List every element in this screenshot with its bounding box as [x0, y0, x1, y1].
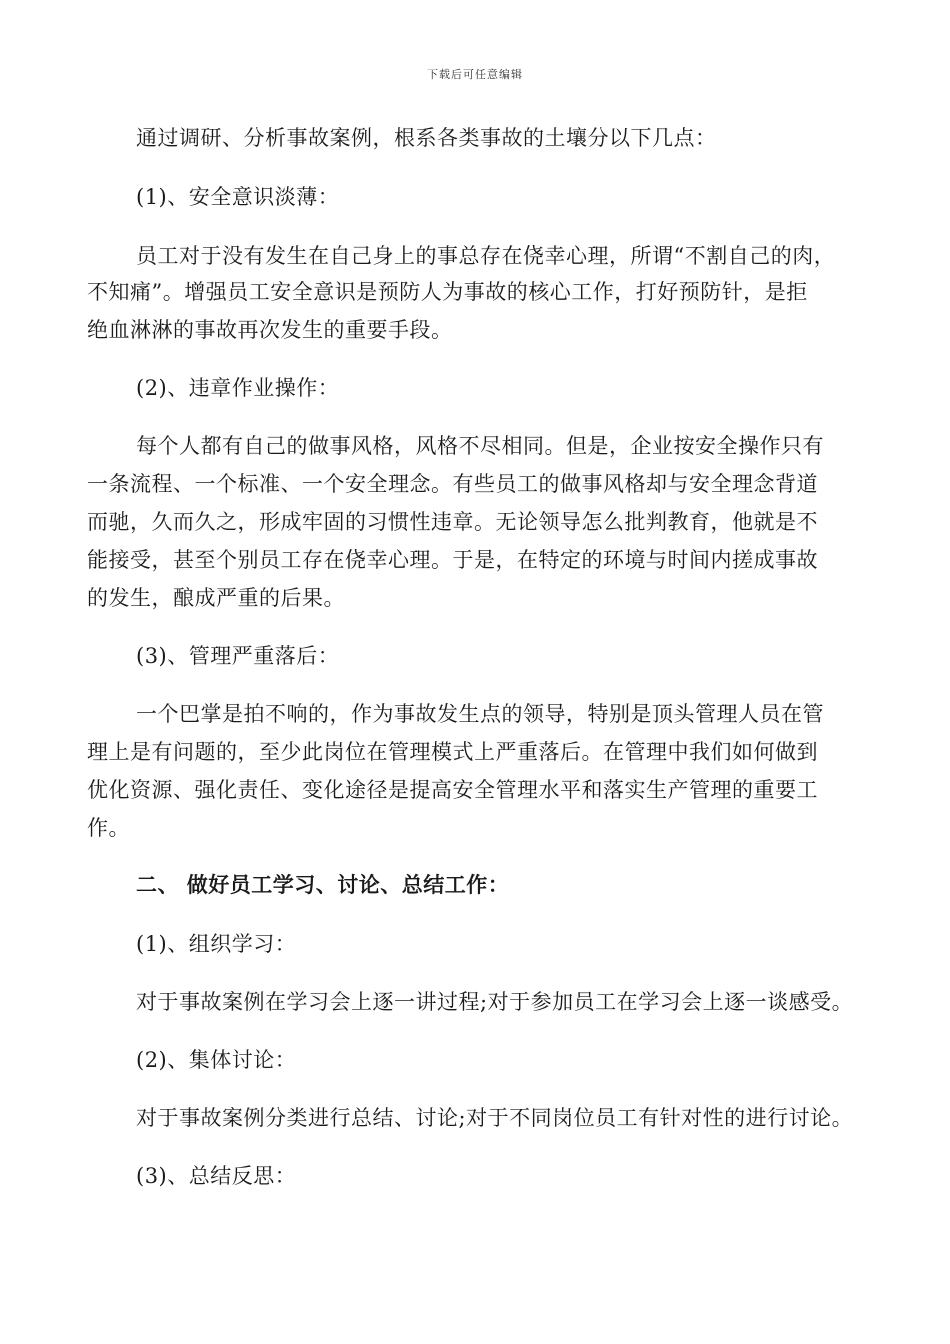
section-heading-2: 二、 做好员工学习、讨论、总结工作：	[136, 872, 510, 897]
paragraph-line: 员工对于没有发生在自己身上的事总存在侥幸心理，所谓“不割自己的肉，	[136, 244, 836, 268]
subheading-summary-reflection: (3)、总结反思：	[136, 1164, 297, 1188]
paragraph-line: 每个人都有自己的做事风格，风格不尽相同。但是，企业按安全操作只有	[136, 434, 824, 458]
paragraph-line: 的发生，酿成严重的后果。	[87, 586, 345, 610]
subheading-1: (1)、安全意识淡薄：	[136, 185, 340, 209]
paragraph-line: 理上是有问题的，至少此岗位在管理模式上严重落后。在管理中我们如何做到	[87, 740, 818, 764]
paragraph-intro: 通过调研、分析事故案例，根系各类事故的土壤分以下几点：	[136, 126, 717, 150]
paragraph-line: 一条流程、一个标准、一个安全理念。有些员工的做事风格却与安全理念背道	[87, 472, 818, 496]
page-header: 下载后可任意编辑	[427, 68, 523, 81]
subheading-organize-study: (1)、组织学习：	[136, 932, 297, 956]
paragraph-line: 优化资源、强化责任、变化途径是提高安全管理水平和落实生产管理的重要工	[87, 778, 818, 802]
subheading-group-discussion: (2)、集体讨论：	[136, 1048, 297, 1072]
paragraph-line: 作。	[87, 816, 130, 840]
paragraph-line: 对于事故案例在学习会上逐一讲过程;对于参加员工在学习会上逐一谈感受。	[136, 990, 854, 1014]
paragraph-line: 能接受，甚至个别员工存在侥幸心理。于是，在特定的环境与时间内搓成事故	[87, 548, 818, 572]
paragraph-line: 不知痛”。增强员工安全意识是预防人为事故的核心工作，打好预防针，是拒	[87, 280, 808, 304]
paragraph-line: 一个巴掌是拍不响的，作为事故发生点的领导，特别是顶头管理人员在管	[136, 702, 824, 726]
paragraph-line: 而驰，久而久之，形成牢固的习惯性违章。无论领导怎么批判教育，他就是不	[87, 510, 818, 534]
subheading-3: (3)、管理严重落后：	[136, 644, 340, 668]
paragraph-line: 绝血淋淋的事故再次发生的重要手段。	[87, 318, 453, 342]
paragraph-line: 对于事故案例分类进行总结、讨论;对于不同岗位员工有针对性的进行讨论。	[136, 1106, 854, 1130]
subheading-2: (2)、违章作业操作：	[136, 376, 340, 400]
